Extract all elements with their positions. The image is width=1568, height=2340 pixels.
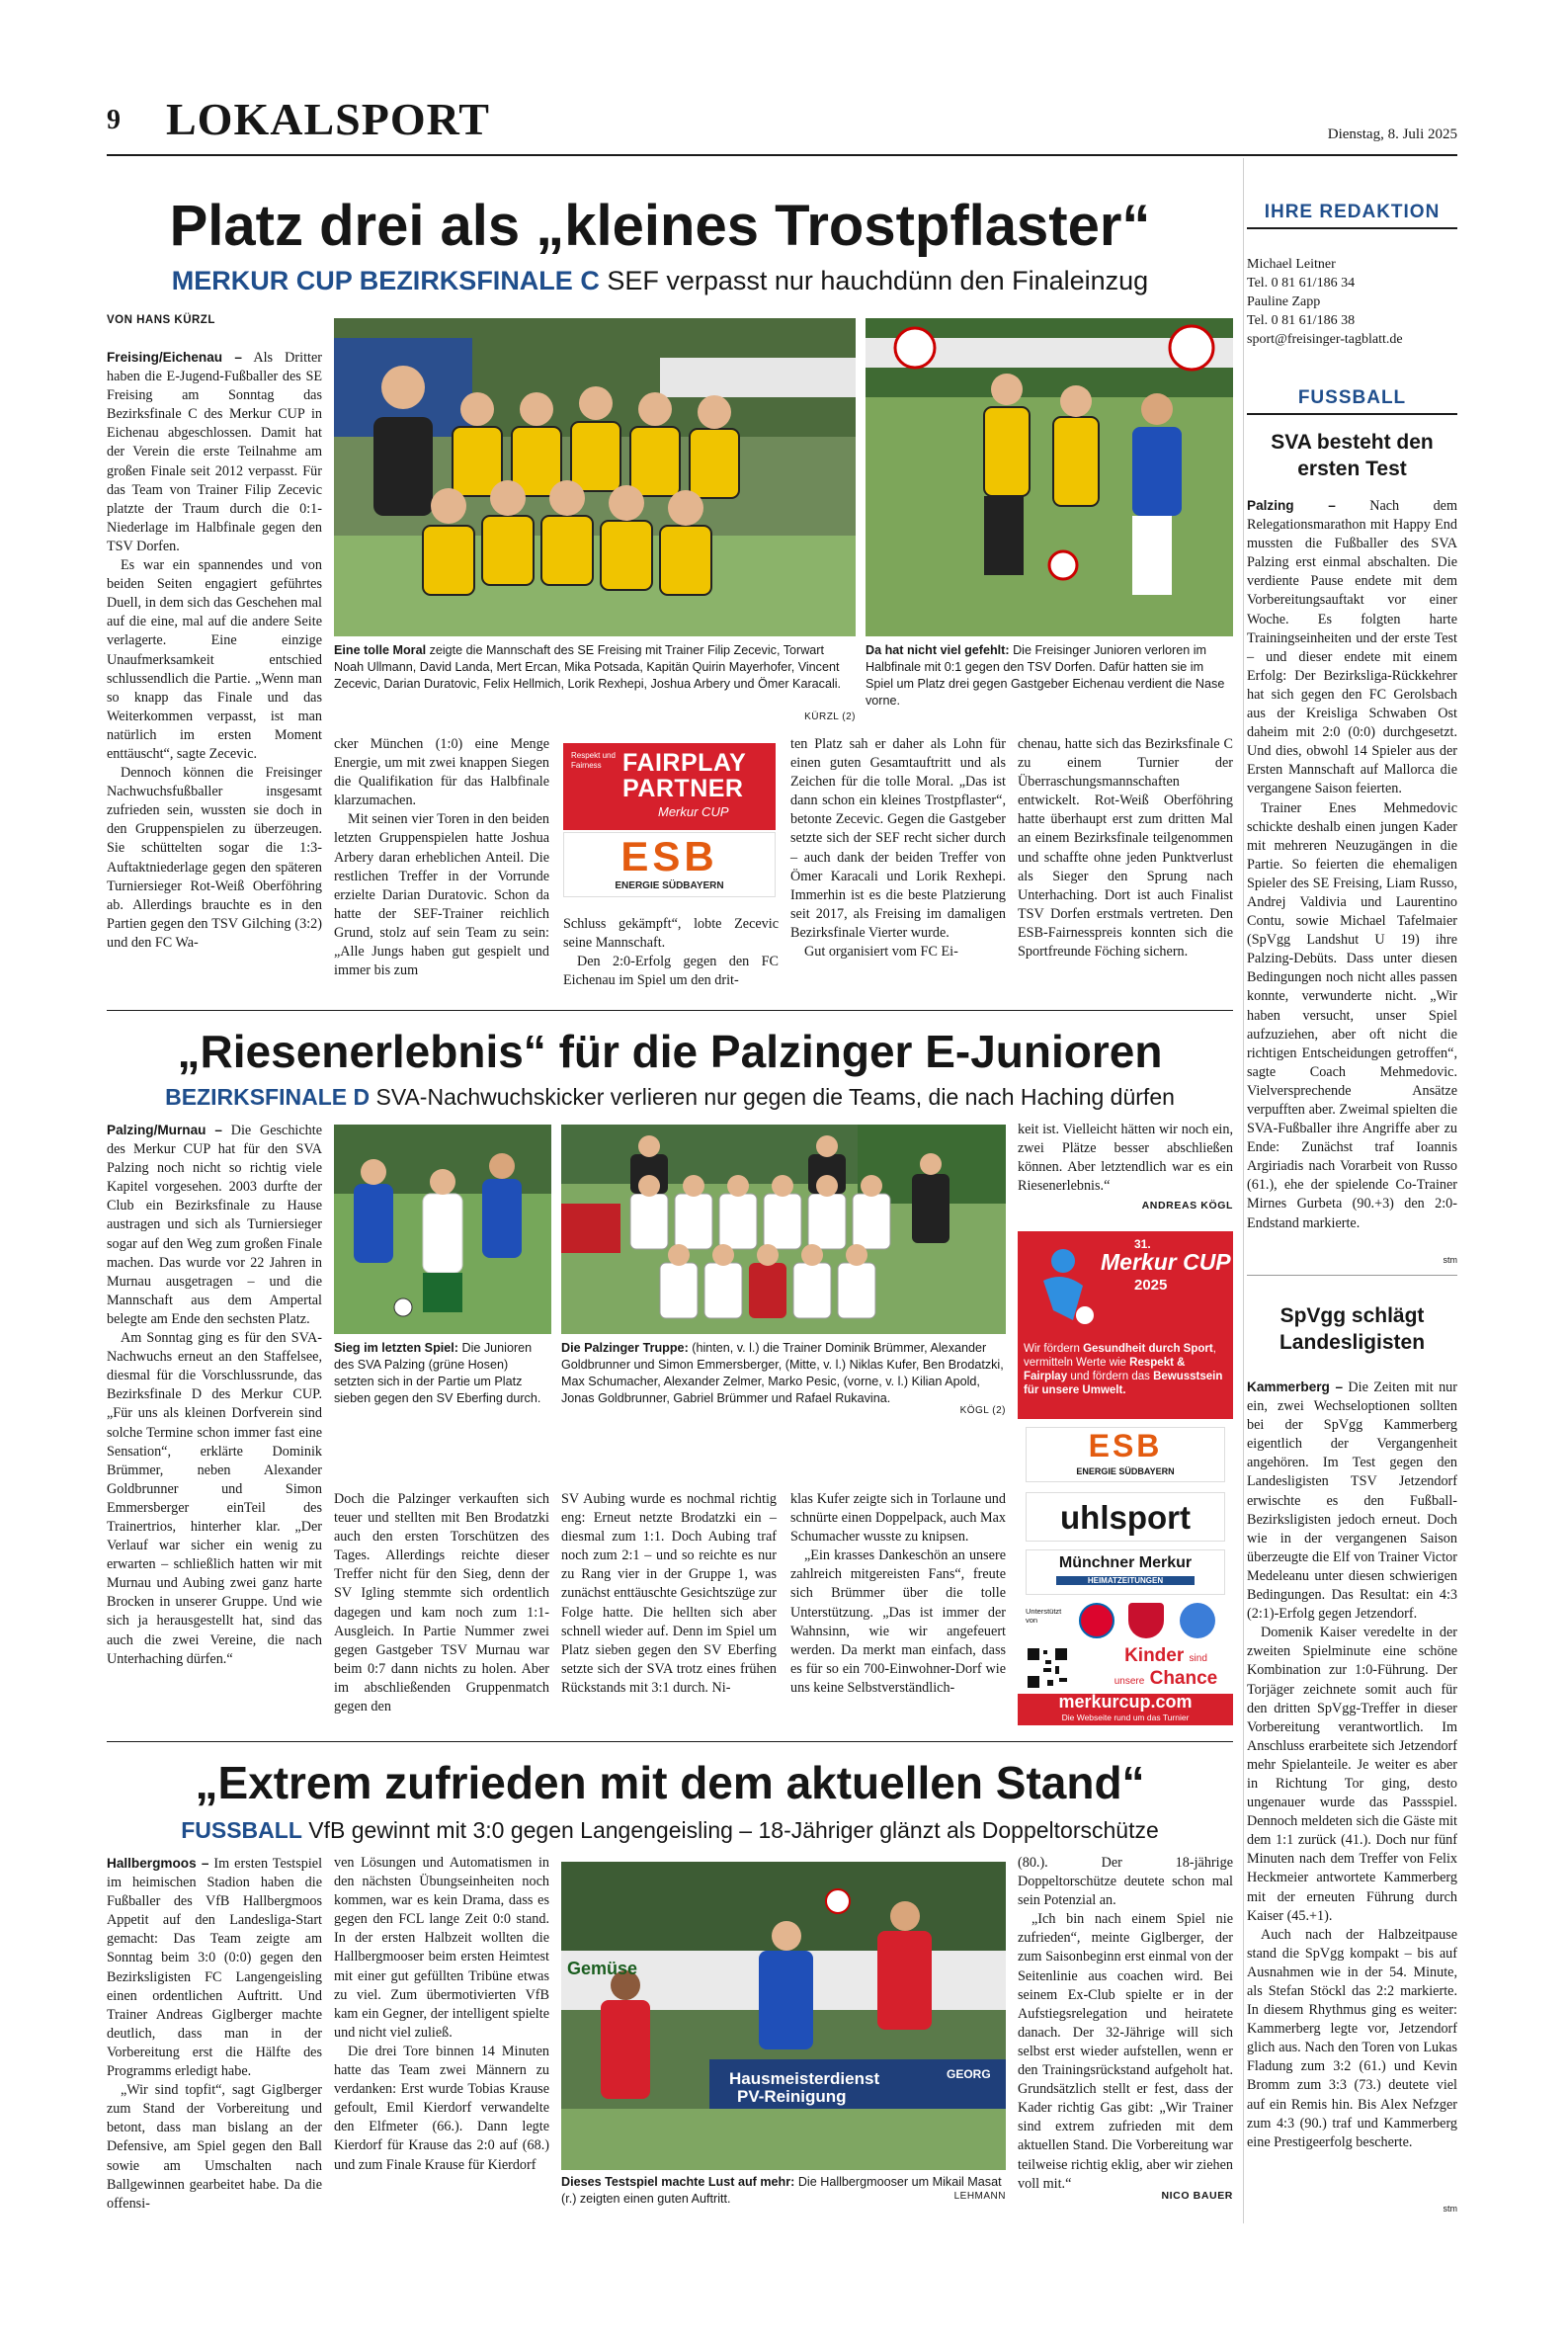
- article1-column-5: [1018, 735, 1233, 961]
- article3-signature: NICO BAUER: [1161, 2190, 1233, 2202]
- sidebar-section-label: FUSSBALL: [1247, 387, 1457, 415]
- article3-para: ven Lösungen und Automatismen in den nächsten Übungseinheiten noch kommen, war es kein Drama, dass es gegen den FCL lange Zeit 0:0 stand. In der ersten Halbzeit wollten die Hallbergmooser beim ersten Heimtest mit einer gut gefüllten Tribüne etwas zu viel. Zum übermotivierten VfB kam ein Gegner, der intelligent spielte und nicht viel zuließ.: [334, 1855, 549, 2041]
- article1-para: cker München (1:0) eine Menge Energie, um mit zwei knappen Siegen die Qualifikation für das Halbfinale klarzumachen.: [334, 736, 549, 809]
- article1-para: chenau, hatte sich das Bezirksfinale C zu einem Turnier der Überraschungsmannschaften entwickelt. Rot-Weiß Oberföhring hatte überhaupt erst zum dritten Mal an einem Bezirksfinale teilgenommen und schaffte ohne jeden Punktverlust als Sieger den Sprung nach Unterhaching. Dort ist auch Finalist TSV Dorfen erstmals vertreten. Den ESB-Fairnesspreis konnten sich die Sportfreunde Föching sichern.: [1018, 736, 1233, 961]
- article2-signature: ANDREAS KÖGL: [1141, 1200, 1233, 1212]
- article1-para: Den 2:0-Erfolg gegen den FC Eichenau im Spiel um den drit-: [563, 954, 779, 989]
- sidebar-para: Auch nach der Halbzeitpause stand die SpVgg kompakt – bis auf Ausnahmen wie in der 54. Minute, als Stefan Stöckl das 2:2 markierte. In diesem Rhythmus ging es weiter: Kammerberg legte vor, Jetzendorf glich aus. Nach den Toren von Lukas Fladung zum 3:2 (61.) und Kevin Bromm zum 3:3 (73.) deutete viel auf ein Remis hin. Bis Alex Nefzger zum 4:3 (90.) traf und Kammerberg eine Prestigeerfolg bescherte.: [1247, 1926, 1457, 2150]
- article2-photo2-caption: Die Palzinger Truppe: (hinten, v. l.) die Trainer Dominik Brümmer, Alexander Goldbrunner und Simon Emmersberger, (Mitte, v. l.) Niklas Kufer, Ben Brodatzki, Max Schumacher, Alexander Zelmer, Marko Pesic, (vorne, v. l.) Kilian Apold, Jonas Goldbrunner, Gabriel Brümmer und Rafael Rukavina.: [561, 1341, 1004, 1405]
- esb-logo-box: [563, 832, 776, 897]
- ad-supported-by: Unterstützt von: [1026, 1607, 1062, 1625]
- article2-photo1-caption: Sieg im letzten Spiel: Die Junioren des SVA Palzing (grüne Hosen) setzten sich in der Partie um Platz sieben gegen den SV Eberfing durch.: [334, 1341, 541, 1405]
- sidebar-story1-body: [1247, 496, 1457, 1233]
- article2-para: keit ist. Vielleicht hätten wir noch ein, zwei Plätze besser abschließen können. Aber letztendlich war es ein Riesenerlebnis.“: [1018, 1122, 1233, 1195]
- ad-player-icon: [1024, 1241, 1103, 1330]
- article2-para: Am Sonntag ging es für den SVA-Nachwuchs erneut an den Staffelsee, diesmal für die Vorschlussrunde, das Bezirksfinale D des Merkur CUP. „Für uns als kleinen Dorfverein sind solche Termine schon immer fast eine Sensation“, erklärte Dominik Brümmer, neben Alexander Goldbrunner und Simon Emmersberger einTeil des Trainertrios, hinterher klar. „Der Verlauf war sicher ein wenig zu erwarten – schließlich hatten wir mit Murnau und Aubing zwei ganz harte Brocken in unserer Gruppe. Und wie sich ja herausgestellt hat, sind das auch die zwei Vereine, die nach Unterhaching dürfen.“: [107, 1330, 322, 1667]
- sidebar-story2-title: SpVgg schlägt Landesligisten: [1279, 1304, 1426, 1354]
- contact-line: Tel. 0 81 61/186 34: [1247, 276, 1356, 291]
- article3-subtitle: VfB gewinnt mit 3:0 gegen Langengeisling – 18-Jähriger glänzt als Doppeltorschütze: [308, 1817, 1159, 1843]
- article2-column-1: [107, 1121, 322, 1669]
- article2-title: „Riesenerlebnis“ für die Palzinger E-Junioren: [177, 1026, 1163, 1077]
- article1-kicker: MERKUR CUP BEZIRKSFINALE C: [171, 266, 600, 295]
- article3-banner-4: GEORG: [947, 2067, 991, 2081]
- article3-banner-1: Gemüse: [567, 1959, 638, 1978]
- article3-column-1: [107, 1854, 322, 2214]
- sidebar-para: Kammerberg – Die Zeiten mit nur ein, zwei Wechseloptionen sollten bei der SpVgg Kammerberg eigentlich der Vergangenheit angehören. Im Test gegen den Landesligisten TSV Jetzendorf erwischte es den Fußball-Bezirksligisten jedoch erneut. Doch wie in der vergangenen Saison überzeugte die Elf von Trainer Victor Medeleanu unter diesen schwierigen Bedingungen. Das Resultat: ein 4:3 (2:1)-Erfolg gegen Jetzendorf.: [1247, 1379, 1457, 1623]
- page-number: 9: [107, 105, 121, 135]
- sidebar-para: Palzing – Nach dem Relegationsmarathon mit Happy End mussten die Fußballer des SVA Palzing erst einmal abschalten. Die verdiente Pause endete mit dem Vorbereitungsauftakt vor einer Woche. Es folgten harte Trainingseinheiten und der erste Test – und dieser endete mit einem Erfolg: Der Bezirksliga-Rückkehrer hat sich gegen den FC Gerolsbach aus der Kreisliga Schwaben Ost daheim mit 2:0 (0:0) durchgesetzt. Und dies, obwohl 14 Spieler aus der Ersten Mannschaft auf Mallorca die vergangene Saison feierten.: [1247, 498, 1457, 797]
- section-title: LOKALSPORT: [166, 94, 490, 144]
- article1-team-photo: [334, 318, 856, 636]
- article1-para: ten Platz sah er daher als Lohn für einen guten Gesamtauftritt und als Zeichen für die tolle Moral. „Das ist dann schon ein kleines Trostpflaster“, betonte Zecevic. Gegen die Gastgeber setzte sich der SEF recht sicher durch – auch dank der beiden Treffer von Ömer Karacali und Lorik Rexhepi. Immerhin ist es die beste Platzierung seit 2017, als Freising im damaligen Bezirksfinale Vierter wurde.: [790, 736, 1006, 941]
- article1-column-2: [334, 735, 549, 980]
- ad-year: 2025: [1134, 1277, 1168, 1294]
- ad-qr-code-icon[interactable]: [1026, 1646, 1069, 1690]
- contact-line: Pauline Zapp: [1247, 294, 1321, 309]
- ad-url[interactable]: merkurcup.com: [1058, 1692, 1193, 1712]
- issue-date: Dienstag, 8. Juli 2025: [1327, 126, 1457, 142]
- merkur-cup-ad[interactable]: [1018, 1231, 1233, 1725]
- article3-match-photo: [561, 1862, 1006, 2170]
- article3-column-4: [1018, 1854, 1233, 2194]
- article1-column-4: [790, 735, 1006, 961]
- article3-para: (80.). Der 18-jährige Doppeltorschütze deutete schon mal sein Potenzial an.: [1018, 1855, 1233, 1909]
- article2-column-3: [561, 1490, 777, 1698]
- article2-para: Palzing/Murnau – Die Geschichte des Merkur CUP hat für den SVA Palzing noch nicht so richtig viele Kapitel vorgesehen. 2003 durfte der Club ein Bezirksfinale zu Hause austragen und sich als Turniersieger sogar auf den Weg zum großen Finale machen. Das wurde vor 22 Jahren in Murnau ausgetragen – und die Mannschaft aus dem Ampertal belegte am Ende den sechsten Platz.: [107, 1123, 322, 1327]
- ad-brand: Merkur CUP: [1101, 1249, 1231, 1275]
- article3-subline: [107, 1816, 1233, 1844]
- sidebar-story1-sig: stm: [1443, 1255, 1457, 1265]
- sidebar-para: Domenik Kaiser veredelte in der zweiten Spielminute eine schöne Kombination zur 1:0-Führung. Der Torjäger zeichnete somit auch für den dritten SpVgg-Treffer in dieser Vorbereitung verantwortlich. Im Anschluss erarbeitete sich Jetzendorf mehr Spielanteile. Je weiter es aber in Richtung Tor ging, desto ungenauer wurde das Passspiel. Dennoch meldeten sich die Gäste mit dem 1:1 zurück (41.). Doch nur fünf Minuten nach dem Treffer von Felix Heckmeier antwortete Kammerberg mit der erneuten Führung durch Kaiser (45.+1).: [1247, 1625, 1457, 1924]
- sidebar-redaktion-header: IHRE REDAKTION: [1247, 202, 1457, 229]
- ad-edition: 31.: [1134, 1237, 1151, 1251]
- article2-subtitle: SVA-Nachwuchskicker verlieren nur gegen die Teams, die nach Haching dürfen: [375, 1084, 1175, 1110]
- article3-banner-2: Hausmeisterdienst: [729, 2069, 880, 2088]
- sidebar-story1-title: SVA besteht den ersten Test: [1271, 431, 1434, 480]
- fairplay-brand: Merkur CUP: [658, 804, 729, 819]
- article2-column-5: [1018, 1121, 1233, 1196]
- article1-dateline: Freising/Eichenau –: [107, 350, 242, 365]
- header-rule: [107, 154, 1457, 156]
- article1-para: Es war ein spannendes und von beiden Seiten engagiert geführtes Duell, in dem sich das Geschehen mal auf die eine, mal auf die andere Seite verlagerte. Eine einzige Unaufmerksamkeit entschied schlussendlich die Partie. „Wenn man so knapp das Finale und das Weiterkommen verpasst, ist man natürlich im ersten Moment enttäuscht“, sagte Zecevic.: [107, 557, 322, 762]
- article3-kicker: FUSSBALL: [181, 1817, 302, 1843]
- article3-para: Hallbergmoos – Im ersten Testspiel im heimischen Stadion haben die Fußballer des VfB Hallbergmoos Appetit auf den Landesliga-Start gemacht: Das Team zeigte am Sonntag beim 3:0 (0:0) gegen den Bezirksligisten FC Langengeisling einen ordentlichen Auftritt. Und Trainer Andreas Giglberger machte deutlich, dass man in der Vorbereitung erst die Hälfte des Programms erledigt habe.: [107, 1856, 323, 2080]
- ad-mm-logo: Münchner Merkur: [1058, 1554, 1193, 1571]
- fairplay-partner-logo: [563, 743, 776, 830]
- ad-bfv-icon: [1180, 1603, 1215, 1638]
- fairplay-line-1: FAIRPLAY: [622, 749, 747, 777]
- sidebar-story-divider: [1247, 1275, 1457, 1276]
- article3-column-2: [334, 1854, 549, 2175]
- article1-para: Mit seinen vier Toren in den beiden letzten Gruppenspielen hatte Joshua Arbery daran erheblichen Anteil. Die restlichen Treffer in der Vorrunde erzielte Darian Duratovic. Schon da hatte der SEF-Trainer reichlich Grund, stolz auf sein Team zu sein: „Alle Jungs haben gut gespielt und immer bis zum: [334, 811, 549, 979]
- article3-para: Die drei Tore binnen 14 Minuten hatte das Team zwei Männern zu verdanken: Erst wurde Tobias Krause gefoult, Emil Kierdorf verwandelte den Elfmeter (66.). Dann legte Kierdorf für Krause das 2:0 auf (68.) und zum Finale Krause für Kierdorf: [334, 2043, 549, 2173]
- sidebar-story2-sig: stm: [1443, 2204, 1457, 2214]
- article1-subline: [107, 265, 1213, 296]
- article3-photo-caption: Dieses Testspiel machte Lust auf mehr: Die Hallbergmooser um Mikail Masat (r.) zeigten einen guten Auftritt.: [561, 2175, 1002, 2206]
- article1-photo2-caption: Da hat nicht viel gefehlt: Die Freisinger Junioren verloren im Halbfinale mit 0:1 gegen den TSV Dorfen. Dafür hatten sie im Spiel um Platz drei gegen Gastgeber Eichenau verdient die Nase vorne.: [866, 643, 1225, 708]
- sidebar-para: Trainer Enes Mehmedovic schickte deshalb einen jungen Kader mit mehreren Neuzugängen in die Partie. So feierten die ehemaligen Spieler des SE Freising, Liam Russo, Andrej Valdivia und Laurentino Contu, sowie Michael Tafelmaier (SpVgg Landshut U 19) ihre Palzing-Debüts. Dass unter diesen Bedingungen noch nicht alles passen konnte, verwunderte nicht. „Wir haben versucht, unser Spiel aufzuziehen, aber oft nicht die richtigen Entscheidungen getroffen“, sagte Coach Mehmedovic. Vielversprechende Ansätze verpufften aber. Zweimal spielten die SVA-Fußballer ihre Angriffe aber zu Ende: Zunächst traf Ioannis Argiriadis nach Vorarbeit von Russo (61.), ehe der spielende Co-Trainer Mirnes Gurbeta (90.+3) den 2:0-Endstand markierte.: [1247, 799, 1457, 1231]
- article2-bottom-rule: [107, 1741, 1233, 1742]
- article1-byline: VON HANS KÜRZL: [107, 314, 215, 326]
- article2-photo2-credit: KÖGL (2): [959, 1405, 1006, 1416]
- article1-para: Schluss gekämpft“, lobte Zecevic seine Mannschaft.: [563, 916, 779, 952]
- ad-footer[interactable]: [1018, 1694, 1233, 1725]
- ad-mm-subline: HEIMATZEITUNGEN: [1056, 1576, 1195, 1585]
- article3-banner-3: PV-Reinigung: [737, 2087, 847, 2106]
- fairplay-small-text: Respekt und Fairness: [571, 751, 616, 770]
- article1-title: Platz drei als „kleines Trostpflaster“: [169, 194, 1151, 258]
- article3-para: „Wir sind topfit“, sagt Giglberger zum Stand der Vorbereitung und betont, dass man bislang an der Defensive, am Spiel gegen den Ball sowie am Umschalten nach Ballgewinnen gearbeitet habe. Da die offensi-: [107, 2082, 322, 2212]
- article1-bottom-rule: [107, 1010, 1233, 1011]
- ad-url-subline: Die Webseite rund um das Turnier: [1061, 1713, 1190, 1722]
- ad-kinder: Kinder sind unsere Chance: [1114, 1645, 1218, 1689]
- article1-para: Gut organisiert vom FC Ei-: [804, 944, 958, 961]
- sidebar-divider: [1243, 158, 1244, 2223]
- esb-subline: ENERGIE SÜDBAYERN: [615, 880, 724, 891]
- article2-kicker: BEZIRKSFINALE D: [165, 1084, 371, 1110]
- article3-photo-credit: LEHMANN: [953, 2191, 1006, 2202]
- article1-photo1-caption: Eine tolle Moral zeigte die Mannschaft des SE Freising mit Trainer Filip Zecevic, Torwart Noah Ullmann, David Landa, Mert Ercan, Mika Potsada, Kapitän Quirin Mayerhofer, Vincent Zecevic, Darian Duratovic, Felix Hellmich, Lorik Rexhepi, Joshua Arbery und Ömer Karacali.: [334, 643, 842, 691]
- ad-esb-box: [1026, 1427, 1225, 1482]
- article2-match-photo: [334, 1125, 551, 1334]
- contact-line: Tel. 0 81 61/186 38: [1247, 313, 1356, 328]
- ad-uhlsport-logo: uhlsport: [1026, 1492, 1225, 1542]
- article2-para: „Ein krasses Dankeschön an unsere zahlreich mitgereisten Fans“, freute sich Brümmer über die tolle Unterstützung. „Das ist immer der Wahnsinn, wie wir angefeuert werden. Da merkt man einfach, dass es für so ein 700-Einwohner-Dorf wie uns keine Selbstverständlich-: [790, 1547, 1006, 1696]
- article2-team-photo: [561, 1125, 1006, 1334]
- article3-para: „Ich bin nach einem Spiel nie zufrieden“, meinte Giglberger, der zum Saisonbeginn erst einmal von der Seitenlinie aus coachen wird. Bei seinem Ex-Club spielte er in der Aufstiegsrelegation und heiratete danach. Der 32-Jährige will sich selbst erst wieder aufstellen, wenn er den Trainingsrückstand aufgeholt hat. Grundsätzlich stellt er fest, dass der Kader richtig Gas gibt: „Wir Trainer sind extrem zufrieden mit dem aktuellen Stand. Die Vorbereitung war teilweise richtig eklig, aber wir ziehen voll mit.“: [1018, 1911, 1233, 2192]
- fairplay-line-2: PARTNER: [622, 775, 744, 802]
- ad-esb-logo: ESB: [1088, 1428, 1163, 1463]
- article2-dateline: Palzing/Murnau –: [107, 1123, 222, 1137]
- article2-column-2: [334, 1490, 549, 1716]
- ad-fc-bayern-icon: [1079, 1603, 1114, 1638]
- article1-match-photo: [866, 318, 1233, 636]
- article3-title: „Extrem zufrieden mit dem aktuellen Stand“: [195, 1757, 1145, 1808]
- sidebar-contacts: [1247, 255, 1457, 349]
- article1-photo1-credit: KÜRZL (2): [804, 711, 856, 722]
- article2-para: SV Aubing wurde es nochmal richtig eng: Erneut netzte Brodatzki ein – diesmal zum 1:1. Doch Aubing traf noch zum 2:1 – und so reichte es nur zu Rang vier in der Gruppe 1, was zunächst enttäuschte Gesichtszüge zur Folge hatte. Die hellten sich aber schnell wieder auf. Denn im Spiel um Platz sieben gegen den SV Eberfing setzte sich der SVA trotz eines frühen Rückstands mit 3:1 durch. Ni-: [561, 1491, 777, 1696]
- article1-para: Freising/Eichenau – Als Dritter haben die E-Jugend-Fußballer des SE Freising am Sonntag das Bezirksfinale C des Merkur CUP in Eichenau abgeschlossen. Damit hat der Verein die erste Teilnahme am großen Finale seit 2012 verpasst. Für das Team von Trainer Filip Zecevic platzte der Traum durch die 0:1-Niederlage im Halbfinale gegen den TSV Dorfen.: [107, 350, 322, 554]
- contact-email[interactable]: sport@freisinger-tagblatt.de: [1247, 332, 1403, 347]
- article3-dateline: Hallbergmoos –: [107, 1856, 209, 1871]
- article1-column-1: [107, 348, 322, 953]
- ad-muenchner-merkur-box: [1026, 1549, 1225, 1595]
- ad-claim: Wir fördern Gesundheit durch Sport, vermitteln Werte wie Respekt & Fairplay und fördern das Bewusstsein für unsere Umwelt.: [1018, 1340, 1233, 1419]
- ad-esb-subline: ENERGIE SÜDBAYERN: [1076, 1466, 1175, 1476]
- article1-para: Dennoch können die Freisinger Nachwuchsfußballer insgesamt zufrieden sein, wussten sie doch in den Gruppenspielen zu überzeugen. Sie schüttelten sogar die 1:3-Auftaktniederlage gegen den späteren Turniersieger Rot-Weiß Oberföhring ab. Allerdings brauchte es in den Partien gegen den TSV Gilching (3:2) und den FC Wa-: [107, 765, 322, 951]
- contact-line: Michael Leitner: [1247, 257, 1336, 272]
- article1-column-3: [563, 915, 779, 990]
- ad-header: [1018, 1231, 1233, 1340]
- article2-column-4: [790, 1490, 1006, 1698]
- ad-unterhaching-icon: [1128, 1603, 1164, 1638]
- article2-subline: [107, 1083, 1233, 1111]
- sidebar-story2-body: [1247, 1378, 1457, 2152]
- article2-para: Doch die Palzinger verkauften sich teuer und stellten mit Ben Brodatzki auch den ersten Torschützen des Tages. Allerdings reichte dieser Treffer nicht für den Sieg, denn der SV Igling stemmte sich ordentlich dagegen und kam noch zum 1:1-Ausgleich. In Partie Nummer zwei gegen Gastgeber TSV Murnau war beim 0:7 dann nichts zu holen. Aber im abschließenden Gruppenmatch gegen den: [334, 1491, 549, 1715]
- article1-subtitle: SEF verpasst nur hauchdünn den Finaleinzug: [607, 266, 1149, 295]
- article2-para: klas Kufer zeigte sich in Torlaune und schnürte einen Doppelpack, auch Max Schumacher wusste zu knipsen.: [790, 1491, 1006, 1546]
- esb-logo: ESB: [620, 833, 718, 879]
